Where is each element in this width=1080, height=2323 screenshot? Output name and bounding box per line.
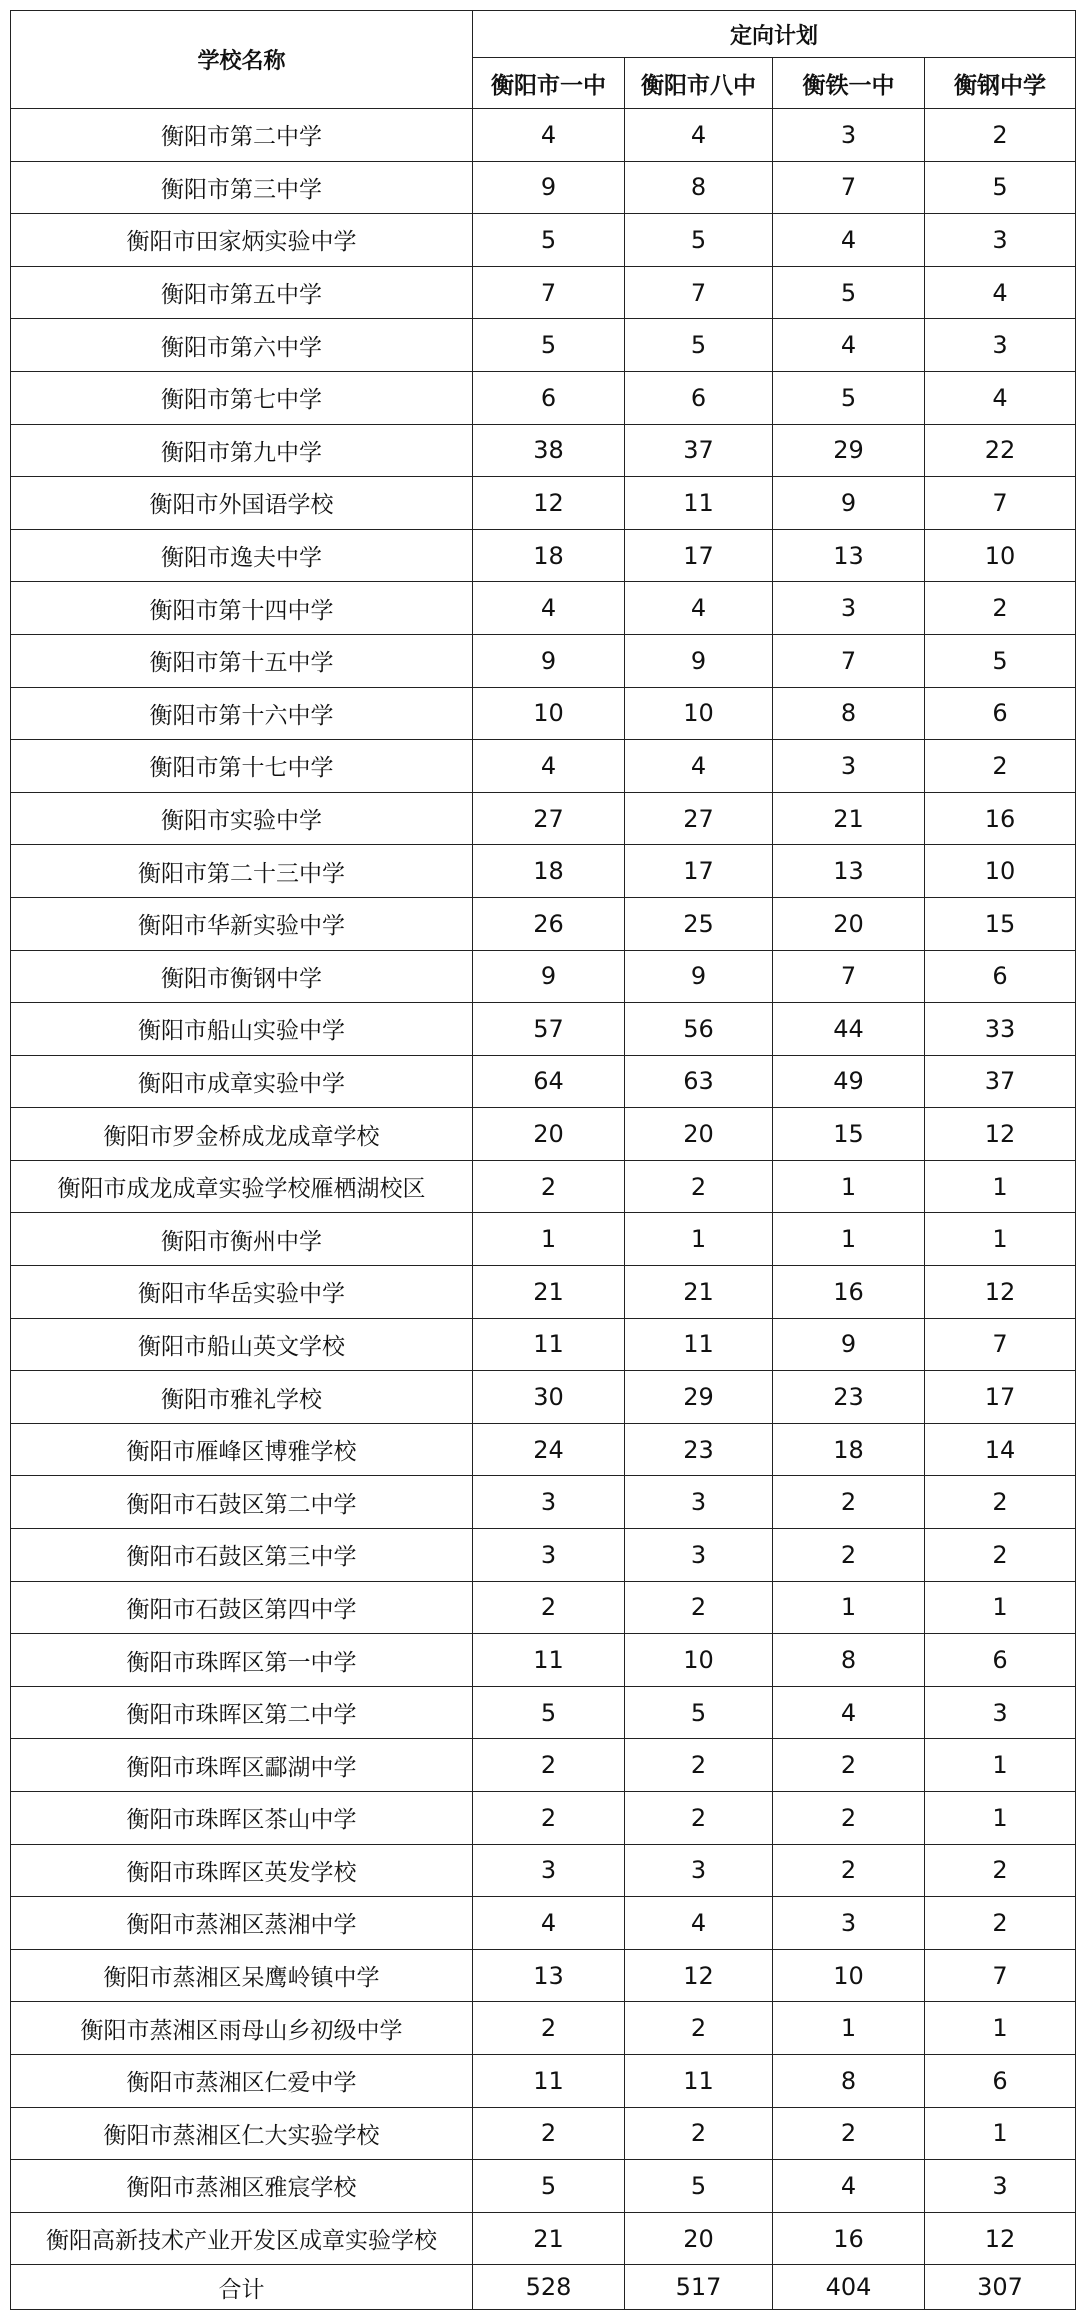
quota-cell: 1 bbox=[925, 1792, 1076, 1845]
table-row bbox=[11, 634, 1076, 687]
quota-cell: 21 bbox=[473, 1266, 625, 1319]
table-row bbox=[11, 424, 1076, 477]
quota-cell: 1 bbox=[773, 2002, 925, 2055]
quota-cell: 3 bbox=[925, 319, 1076, 372]
quota-cell: 23 bbox=[773, 1371, 925, 1424]
table-row bbox=[11, 792, 1076, 845]
quota-cell: 63 bbox=[625, 1055, 773, 1108]
table-row bbox=[11, 2002, 1076, 2055]
school-name-cell: 衡阳市华岳实验中学 bbox=[11, 1266, 473, 1319]
quota-cell: 4 bbox=[625, 582, 773, 635]
quota-cell: 18 bbox=[773, 1423, 925, 1476]
quota-cell: 26 bbox=[473, 897, 625, 950]
table-row bbox=[11, 1160, 1076, 1213]
quota-cell: 11 bbox=[473, 2054, 625, 2107]
table-row bbox=[11, 161, 1076, 214]
quota-cell: 5 bbox=[625, 319, 773, 372]
quota-cell: 2 bbox=[773, 1739, 925, 1792]
quota-cell: 30 bbox=[473, 1371, 625, 1424]
school-name-cell: 衡阳市珠晖区茶山中学 bbox=[11, 1792, 473, 1845]
quota-cell: 20 bbox=[625, 2212, 773, 2265]
quota-cell: 6 bbox=[625, 371, 773, 424]
table-row bbox=[11, 1003, 1076, 1056]
quota-cell: 6 bbox=[925, 1634, 1076, 1687]
table-row bbox=[11, 109, 1076, 162]
quota-cell: 16 bbox=[925, 792, 1076, 845]
quota-cell: 56 bbox=[625, 1003, 773, 1056]
quota-cell: 7 bbox=[925, 1318, 1076, 1371]
quota-cell: 9 bbox=[625, 634, 773, 687]
table-row bbox=[11, 1108, 1076, 1161]
quota-cell: 9 bbox=[773, 1318, 925, 1371]
quota-cell: 2 bbox=[773, 1792, 925, 1845]
school-name-cell: 衡阳市石鼓区第四中学 bbox=[11, 1581, 473, 1634]
quota-cell: 3 bbox=[625, 1844, 773, 1897]
quota-cell: 37 bbox=[625, 424, 773, 477]
school-name-cell: 衡阳市石鼓区第二中学 bbox=[11, 1476, 473, 1529]
table-row bbox=[11, 1634, 1076, 1687]
quota-cell: 1 bbox=[925, 2002, 1076, 2055]
quota-cell: 9 bbox=[773, 477, 925, 530]
column-header: 衡钢中学 bbox=[925, 58, 1076, 109]
quota-cell: 7 bbox=[473, 266, 625, 319]
school-name-cell: 衡阳市成龙成章实验学校雁栖湖校区 bbox=[11, 1160, 473, 1213]
quota-cell: 3 bbox=[773, 740, 925, 793]
school-name-cell: 衡阳市第九中学 bbox=[11, 424, 473, 477]
quota-cell: 4 bbox=[625, 109, 773, 162]
quota-cell: 7 bbox=[925, 477, 1076, 530]
school-name-cell: 衡阳市第三中学 bbox=[11, 161, 473, 214]
school-name-cell: 衡阳市衡州中学 bbox=[11, 1213, 473, 1266]
quota-cell: 49 bbox=[773, 1055, 925, 1108]
table-row bbox=[11, 1476, 1076, 1529]
table-row bbox=[11, 477, 1076, 530]
quota-cell: 1 bbox=[773, 1160, 925, 1213]
quota-cell: 16 bbox=[773, 1266, 925, 1319]
school-name-cell: 衡阳市田家炳实验中学 bbox=[11, 214, 473, 267]
quota-cell: 2 bbox=[925, 1897, 1076, 1950]
quota-cell: 15 bbox=[773, 1108, 925, 1161]
school-name-cell: 衡阳市成章实验中学 bbox=[11, 1055, 473, 1108]
quota-cell: 57 bbox=[473, 1003, 625, 1056]
school-name-cell: 衡阳市外国语学校 bbox=[11, 477, 473, 530]
quota-cell: 4 bbox=[473, 740, 625, 793]
quota-cell: 7 bbox=[625, 266, 773, 319]
column-header: 衡阳市一中 bbox=[473, 58, 625, 109]
quota-cell: 18 bbox=[473, 845, 625, 898]
quota-cell: 23 bbox=[625, 1423, 773, 1476]
quota-cell: 11 bbox=[473, 1318, 625, 1371]
quota-cell: 13 bbox=[773, 845, 925, 898]
quota-cell: 3 bbox=[473, 1529, 625, 1582]
quota-cell: 3 bbox=[625, 1529, 773, 1582]
quota-cell: 5 bbox=[473, 214, 625, 267]
table-row bbox=[11, 1423, 1076, 1476]
quota-cell: 1 bbox=[925, 1581, 1076, 1634]
quota-cell: 21 bbox=[473, 2212, 625, 2265]
school-name-cell: 衡阳市罗金桥成龙成章学校 bbox=[11, 1108, 473, 1161]
school-name-cell: 衡阳高新技术产业开发区成章实验学校 bbox=[11, 2212, 473, 2265]
quota-cell: 8 bbox=[773, 2054, 925, 2107]
table-row bbox=[11, 371, 1076, 424]
quota-cell: 12 bbox=[925, 1108, 1076, 1161]
quota-cell: 8 bbox=[773, 1634, 925, 1687]
quota-cell: 2 bbox=[473, 1581, 625, 1634]
table-row bbox=[11, 2107, 1076, 2160]
quota-cell: 1 bbox=[773, 1581, 925, 1634]
school-name-cell: 衡阳市第十四中学 bbox=[11, 582, 473, 635]
quota-cell: 3 bbox=[473, 1476, 625, 1529]
quota-cell: 24 bbox=[473, 1423, 625, 1476]
quota-cell: 8 bbox=[773, 687, 925, 740]
quota-cell: 21 bbox=[773, 792, 925, 845]
quota-cell: 5 bbox=[773, 266, 925, 319]
quota-cell: 7 bbox=[773, 161, 925, 214]
quota-cell: 44 bbox=[773, 1003, 925, 1056]
table-row bbox=[11, 1739, 1076, 1792]
school-name-header: 学校名称 bbox=[11, 11, 473, 109]
quota-cell: 12 bbox=[925, 1266, 1076, 1319]
quota-cell: 33 bbox=[925, 1003, 1076, 1056]
quota-cell: 8 bbox=[625, 161, 773, 214]
table-row bbox=[11, 2212, 1076, 2265]
school-name-cell: 衡阳市第十七中学 bbox=[11, 740, 473, 793]
quota-cell: 6 bbox=[925, 950, 1076, 1003]
table-row bbox=[11, 1318, 1076, 1371]
quota-cell: 2 bbox=[925, 1476, 1076, 1529]
quota-cell: 3 bbox=[773, 1897, 925, 1950]
quota-cell: 3 bbox=[773, 109, 925, 162]
quota-cell: 22 bbox=[925, 424, 1076, 477]
quota-cell: 10 bbox=[625, 1634, 773, 1687]
school-name-cell: 衡阳市船山英文学校 bbox=[11, 1318, 473, 1371]
school-name-cell: 衡阳市华新实验中学 bbox=[11, 897, 473, 950]
school-name-cell: 衡阳市蒸湘区仁爱中学 bbox=[11, 2054, 473, 2107]
quota-cell: 1 bbox=[473, 1213, 625, 1266]
quota-cell: 12 bbox=[473, 477, 625, 530]
quota-cell: 9 bbox=[625, 950, 773, 1003]
total-cell: 307 bbox=[925, 2265, 1076, 2310]
table-row bbox=[11, 1055, 1076, 1108]
table-row bbox=[11, 1529, 1076, 1582]
quota-cell: 2 bbox=[925, 740, 1076, 793]
table-row bbox=[11, 740, 1076, 793]
quota-cell: 3 bbox=[773, 582, 925, 635]
quota-cell: 2 bbox=[773, 1844, 925, 1897]
quota-cell: 5 bbox=[625, 1686, 773, 1739]
quota-cell: 2 bbox=[625, 2002, 773, 2055]
quota-cell: 2 bbox=[625, 1581, 773, 1634]
quota-cell: 10 bbox=[473, 687, 625, 740]
quota-cell: 2 bbox=[925, 1529, 1076, 1582]
quota-cell: 38 bbox=[473, 424, 625, 477]
table-row bbox=[11, 582, 1076, 635]
quota-cell: 2 bbox=[473, 1739, 625, 1792]
quota-cell: 17 bbox=[925, 1371, 1076, 1424]
quota-cell: 5 bbox=[625, 2160, 773, 2213]
table-header bbox=[11, 11, 1076, 109]
school-name-cell: 衡阳市蒸湘区雨母山乡初级中学 bbox=[11, 2002, 473, 2055]
directed-plan-header: 定向计划 bbox=[473, 11, 1076, 58]
quota-cell: 3 bbox=[625, 1476, 773, 1529]
quota-cell: 6 bbox=[925, 687, 1076, 740]
quota-cell: 27 bbox=[625, 792, 773, 845]
quota-cell: 10 bbox=[625, 687, 773, 740]
school-name-cell: 衡阳市珠晖区第二中学 bbox=[11, 1686, 473, 1739]
quota-cell: 17 bbox=[625, 529, 773, 582]
quota-cell: 4 bbox=[625, 740, 773, 793]
quota-cell: 5 bbox=[773, 371, 925, 424]
quota-cell: 15 bbox=[925, 897, 1076, 950]
quota-cell: 7 bbox=[773, 634, 925, 687]
quota-cell: 10 bbox=[925, 845, 1076, 898]
quota-cell: 1 bbox=[925, 1213, 1076, 1266]
quota-cell: 2 bbox=[473, 1160, 625, 1213]
quota-cell: 9 bbox=[473, 161, 625, 214]
column-header: 衡阳市八中 bbox=[625, 58, 773, 109]
quota-cell: 4 bbox=[773, 319, 925, 372]
quota-cell: 1 bbox=[925, 1739, 1076, 1792]
quota-cell: 20 bbox=[773, 897, 925, 950]
school-name-cell: 衡阳市实验中学 bbox=[11, 792, 473, 845]
quota-cell: 11 bbox=[625, 477, 773, 530]
total-cell: 404 bbox=[773, 2265, 925, 2310]
table-row bbox=[11, 687, 1076, 740]
quota-cell: 11 bbox=[625, 2054, 773, 2107]
table-row bbox=[11, 1686, 1076, 1739]
quota-cell: 1 bbox=[925, 1160, 1076, 1213]
school-name-cell: 衡阳市蒸湘区呆鹰岭镇中学 bbox=[11, 1949, 473, 2002]
table-row bbox=[11, 319, 1076, 372]
quota-cell: 10 bbox=[925, 529, 1076, 582]
school-name-cell: 衡阳市第二十三中学 bbox=[11, 845, 473, 898]
school-name-cell: 衡阳市蒸湘区蒸湘中学 bbox=[11, 1897, 473, 1950]
quota-cell: 3 bbox=[473, 1844, 625, 1897]
quota-cell: 1 bbox=[625, 1213, 773, 1266]
school-name-cell: 衡阳市第六中学 bbox=[11, 319, 473, 372]
school-name-cell: 衡阳市珠晖区第一中学 bbox=[11, 1634, 473, 1687]
school-name-cell: 衡阳市雅礼学校 bbox=[11, 1371, 473, 1424]
table-row bbox=[11, 1792, 1076, 1845]
quota-cell: 4 bbox=[773, 1686, 925, 1739]
quota-cell: 5 bbox=[473, 319, 625, 372]
quota-cell: 5 bbox=[473, 1686, 625, 1739]
quota-cell: 12 bbox=[925, 2212, 1076, 2265]
quota-cell: 9 bbox=[473, 950, 625, 1003]
quota-cell: 20 bbox=[625, 1108, 773, 1161]
quota-cell: 13 bbox=[473, 1949, 625, 2002]
school-name-cell: 衡阳市第五中学 bbox=[11, 266, 473, 319]
quota-cell: 2 bbox=[925, 582, 1076, 635]
total-row bbox=[11, 2265, 1076, 2310]
quota-cell: 7 bbox=[773, 950, 925, 1003]
table-row bbox=[11, 2160, 1076, 2213]
school-name-cell: 衡阳市雁峰区博雅学校 bbox=[11, 1423, 473, 1476]
school-name-cell: 衡阳市蒸湘区雅宸学校 bbox=[11, 2160, 473, 2213]
quota-cell: 1 bbox=[773, 1213, 925, 1266]
column-header: 衡铁一中 bbox=[773, 58, 925, 109]
table-row bbox=[11, 1371, 1076, 1424]
quota-cell: 4 bbox=[473, 1897, 625, 1950]
quota-cell: 2 bbox=[473, 2107, 625, 2160]
quota-cell: 6 bbox=[925, 2054, 1076, 2107]
quota-cell: 1 bbox=[925, 2107, 1076, 2160]
school-name-cell: 衡阳市第二中学 bbox=[11, 109, 473, 162]
table-row bbox=[11, 950, 1076, 1003]
quota-cell: 4 bbox=[925, 371, 1076, 424]
quota-cell: 29 bbox=[773, 424, 925, 477]
table-row bbox=[11, 1897, 1076, 1950]
table-row bbox=[11, 1844, 1076, 1897]
school-name-cell: 衡阳市第十六中学 bbox=[11, 687, 473, 740]
school-name-cell: 衡阳市船山实验中学 bbox=[11, 1003, 473, 1056]
quota-cell: 7 bbox=[925, 1949, 1076, 2002]
quota-cell: 5 bbox=[625, 214, 773, 267]
quota-cell: 4 bbox=[625, 1897, 773, 1950]
table-row bbox=[11, 214, 1076, 267]
quota-cell: 6 bbox=[473, 371, 625, 424]
school-name-cell: 衡阳市珠晖区英发学校 bbox=[11, 1844, 473, 1897]
quota-cell: 2 bbox=[773, 1476, 925, 1529]
quota-cell: 2 bbox=[625, 1160, 773, 1213]
quota-cell: 2 bbox=[625, 1792, 773, 1845]
school-name-cell: 衡阳市珠晖区酃湖中学 bbox=[11, 1739, 473, 1792]
total-cell: 517 bbox=[625, 2265, 773, 2310]
quota-cell: 11 bbox=[625, 1318, 773, 1371]
table-row bbox=[11, 529, 1076, 582]
school-name-cell: 衡阳市蒸湘区仁大实验学校 bbox=[11, 2107, 473, 2160]
quota-cell: 2 bbox=[473, 1792, 625, 1845]
quota-cell: 11 bbox=[473, 1634, 625, 1687]
total-label: 合计 bbox=[11, 2265, 473, 2310]
quota-cell: 2 bbox=[925, 1844, 1076, 1897]
table-row bbox=[11, 845, 1076, 898]
school-name-cell: 衡阳市第七中学 bbox=[11, 371, 473, 424]
quota-cell: 4 bbox=[925, 266, 1076, 319]
quota-cell: 2 bbox=[773, 2107, 925, 2160]
quota-cell: 13 bbox=[773, 529, 925, 582]
quota-cell: 4 bbox=[473, 109, 625, 162]
school-name-cell: 衡阳市衡钢中学 bbox=[11, 950, 473, 1003]
quota-cell: 5 bbox=[925, 161, 1076, 214]
quota-cell: 17 bbox=[625, 845, 773, 898]
quota-cell: 29 bbox=[625, 1371, 773, 1424]
quota-cell: 21 bbox=[625, 1266, 773, 1319]
quota-cell: 14 bbox=[925, 1423, 1076, 1476]
quota-cell: 10 bbox=[773, 1949, 925, 2002]
quota-cell: 2 bbox=[625, 2107, 773, 2160]
table-row bbox=[11, 1581, 1076, 1634]
quota-cell: 2 bbox=[925, 109, 1076, 162]
quota-table bbox=[10, 10, 1076, 2310]
quota-cell: 3 bbox=[925, 214, 1076, 267]
quota-cell: 27 bbox=[473, 792, 625, 845]
quota-cell: 12 bbox=[625, 1949, 773, 2002]
table-row bbox=[11, 2054, 1076, 2107]
quota-cell: 5 bbox=[473, 2160, 625, 2213]
quota-cell: 20 bbox=[473, 1108, 625, 1161]
quota-cell: 2 bbox=[773, 1529, 925, 1582]
quota-cell: 3 bbox=[925, 2160, 1076, 2213]
quota-cell: 2 bbox=[473, 2002, 625, 2055]
quota-cell: 4 bbox=[473, 582, 625, 635]
table-body bbox=[11, 109, 1076, 2310]
school-name-cell: 衡阳市石鼓区第三中学 bbox=[11, 1529, 473, 1582]
quota-cell: 25 bbox=[625, 897, 773, 950]
quota-cell: 5 bbox=[925, 634, 1076, 687]
quota-cell: 3 bbox=[925, 1686, 1076, 1739]
quota-cell: 4 bbox=[773, 214, 925, 267]
quota-cell: 64 bbox=[473, 1055, 625, 1108]
table-row bbox=[11, 266, 1076, 319]
table-row bbox=[11, 1266, 1076, 1319]
quota-cell: 16 bbox=[773, 2212, 925, 2265]
quota-cell: 18 bbox=[473, 529, 625, 582]
table-row bbox=[11, 1213, 1076, 1266]
school-name-cell: 衡阳市第十五中学 bbox=[11, 634, 473, 687]
table-row bbox=[11, 1949, 1076, 2002]
quota-cell: 9 bbox=[473, 634, 625, 687]
quota-cell: 4 bbox=[773, 2160, 925, 2213]
quota-cell: 2 bbox=[625, 1739, 773, 1792]
quota-cell: 37 bbox=[925, 1055, 1076, 1108]
table-row bbox=[11, 897, 1076, 950]
school-name-cell: 衡阳市逸夫中学 bbox=[11, 529, 473, 582]
total-cell: 528 bbox=[473, 2265, 625, 2310]
